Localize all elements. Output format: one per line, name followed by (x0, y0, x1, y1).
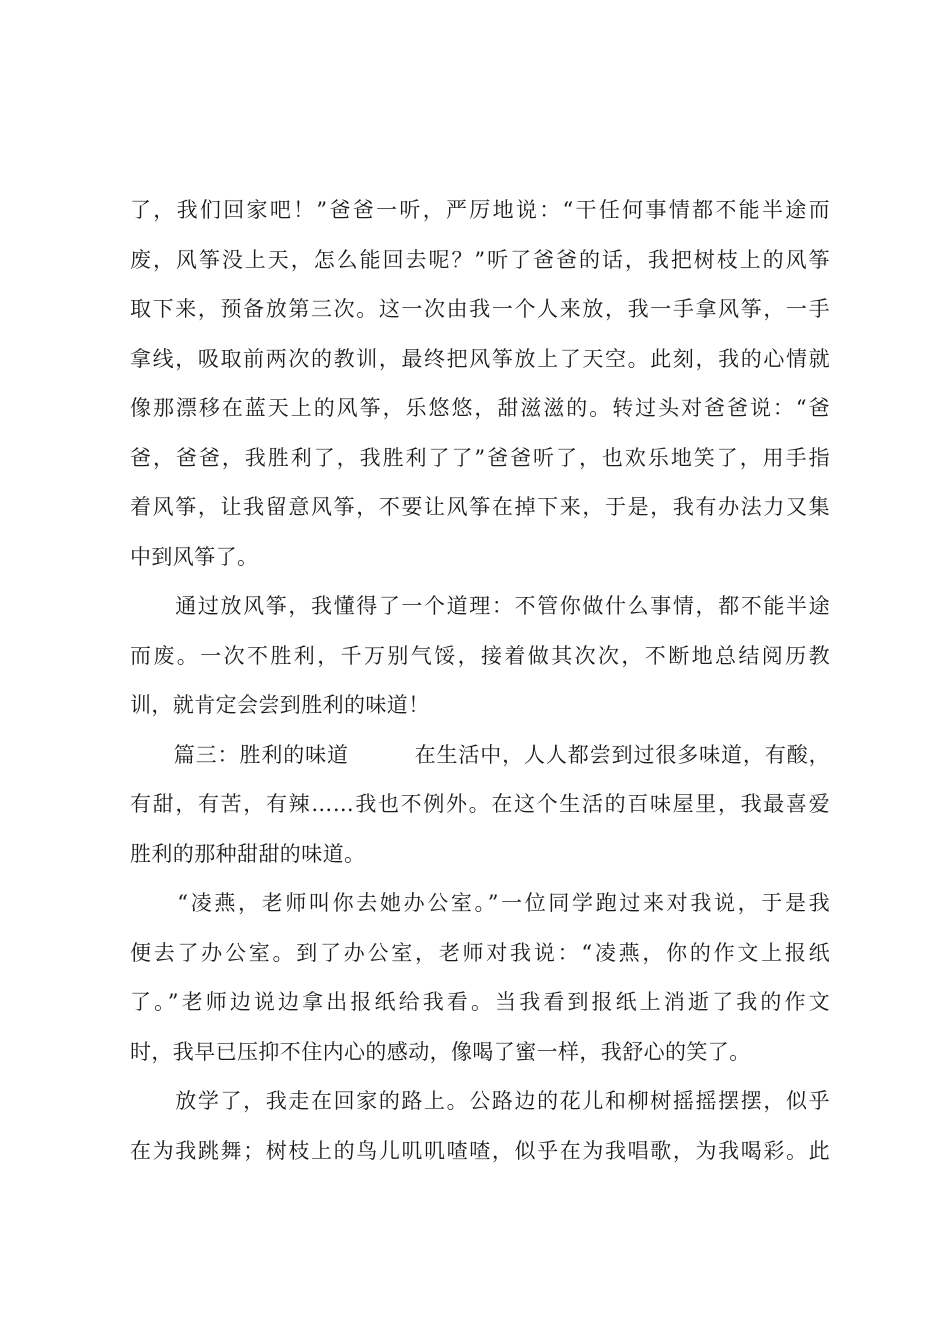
text-line: 中到风筝了。 (130, 544, 259, 569)
text-line: 有甜，有苦，有辣……我也不例外。在这个生活的百味屋里，我最喜爱 (130, 792, 830, 816)
text-line: “凌燕，老师叫你去她办公室。”一位同学跑过来对我说，于是我 (130, 891, 830, 915)
text-line: 训，就肯定会尝到胜利的味道！ (130, 693, 430, 717)
text-line: 取下来，预备放第三次。这一次由我一个人来放，我一手拿风筝，一手 (130, 297, 830, 321)
text-line: 通过放风筝，我懂得了一个道理：不管你做什么事情，都不能半途 (130, 594, 830, 618)
text-line: 而废。一次不胜利，千万别气馁，接着做其次次，不断地总结阅历教 (130, 643, 830, 668)
text-line: 了。”老师边说边拿出报纸给我看。当我看到报纸上消逝了我的作文 (130, 990, 830, 1014)
text-line: 篇三：胜利的味道 在生活中，人人都尝到过很多味道，有酸， (130, 742, 830, 767)
text-line: 了，我们回家吧！”爸爸一听，严厉地说：“干任何事情都不能半途而 (130, 198, 830, 222)
text-line: 爸，爸爸，我胜利了，我胜利了了”爸爸听了，也欢乐地笑了，用手指 (130, 445, 830, 470)
text-line: 拿线，吸取前两次的教训，最终把风筝放上了天空。此刻，我的心情就 (130, 346, 830, 371)
text-line: 在为我跳舞；树枝上的鸟儿叽叽喳喳，似乎在为我唱歌，为我喝彩。此 (130, 1138, 830, 1163)
text-line: 废，风筝没上天，怎么能回去呢？”听了爸爸的话，我把树枝上的风筝 (130, 247, 830, 272)
text-line: 着风筝，让我留意风筝，不要让风筝在掉下来，于是，我有办法力又集 (130, 495, 830, 519)
text-line: 胜利的那种甜甜的味道。 (130, 841, 366, 866)
text-line: 时，我早已压抑不住内心的感动，像喝了蜜一样，我舒心的笑了。 (130, 1039, 751, 1064)
text-line: 放学了，我走在回家的路上。公路边的花儿和柳树摇摇摆摆，似乎 (130, 1089, 830, 1113)
body-text (130, 186, 830, 1176)
text-line: 便去了办公室。到了办公室，老师对我说：“凌燕，你的作文上报纸 (130, 940, 830, 965)
text-line: 像那漂移在蓝天上的风筝，乐悠悠，甜滋滋的。转过头对爸爸说：“爸 (130, 396, 830, 420)
